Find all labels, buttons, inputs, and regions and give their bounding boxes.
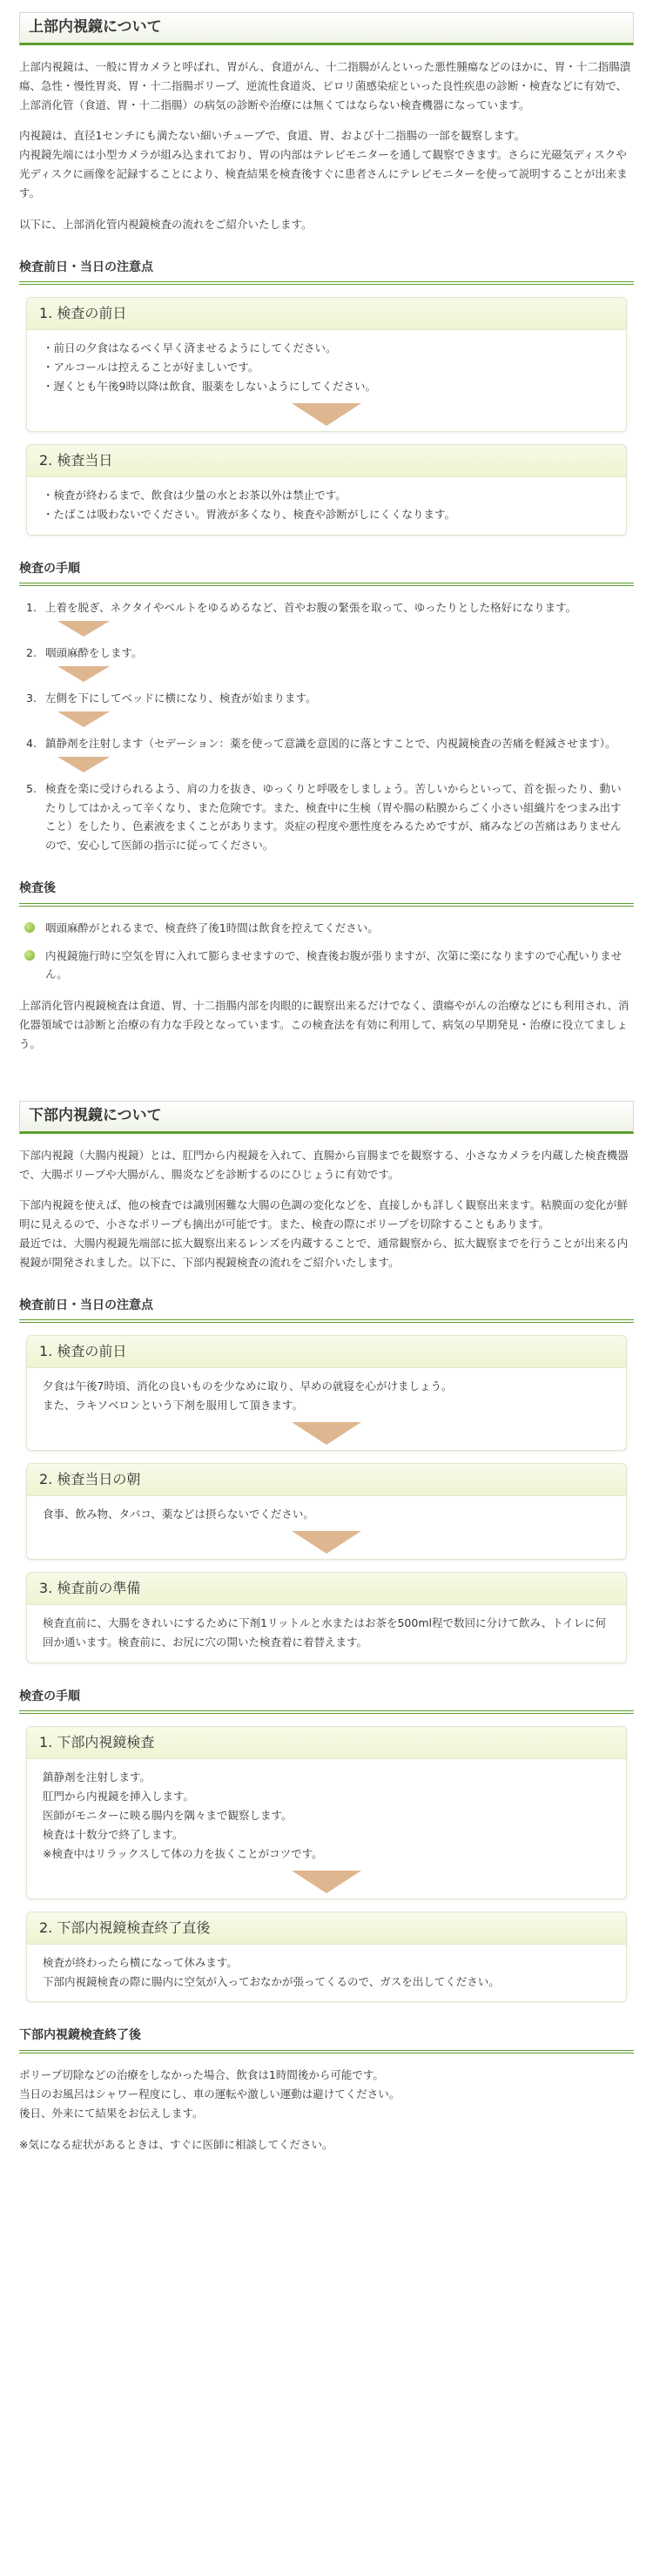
lower-notes-title: 検査前日・当日の注意点 — [19, 1295, 634, 1324]
lower-procedure-title: 検査の手順 — [19, 1686, 634, 1715]
procedure-step — [26, 734, 627, 753]
upper-box-day-before-line: ・アルコールは控えることが好ましいです。 — [43, 361, 259, 374]
step-number: 5. — [26, 781, 37, 795]
list-item — [24, 947, 629, 985]
lower-box-procedure-line: 医師がモニターに映る腸内を隅々まで観察します。 — [43, 1809, 293, 1822]
lower-box-procedure — [26, 1726, 627, 1898]
upper-after-list — [24, 919, 629, 985]
list-item-text: 内視鏡施行時に空気を胃に入れて膨らませますので、検査後お腹が張りますが、次第に楽になりますので心配いりません。 — [45, 948, 623, 981]
lower-box-prep — [26, 1572, 627, 1663]
down-arrow-icon — [57, 757, 110, 772]
lower-box-procedure-line: 検査は十数分で終了します。 — [43, 1827, 184, 1841]
footer-note: ※気になる症状があるときは、すぐに医師に相談してください。 — [19, 2137, 333, 2151]
lower-box-procedure-line: 肛門から内視鏡を挿入します。 — [43, 1790, 195, 1804]
down-arrow-icon — [292, 1871, 361, 1893]
step-number: 1. — [26, 601, 37, 615]
upper-closing: 上部消化管内視鏡検査は食道、胃、十二指腸内部を肉眼的に観察出来るだけでなく、潰瘍やがんの治療などにも利用され、消化器領域では診断と治療の有力な手段となっています。この検査法を有効に利用して、病気の早期発見・治療に役立てましょう。 — [19, 999, 629, 1050]
upper-box-day-before-line: ・前日の夕食はなるべく早く済ませるようにしてください。 — [43, 341, 337, 355]
lower-box-procedure-line: ※検査中はリラックスして体の力を抜くことがコツです。 — [43, 1846, 323, 1860]
upper-after-title: 検査後 — [19, 878, 634, 907]
lower-after-title: 下部内視鏡検査終了後 — [19, 2025, 634, 2053]
green-dot-icon — [24, 950, 35, 961]
lower-intro-3: 最近では、大腸内視鏡先端部に拡大観察出来るレンズを内蔵することで、通常観察から、拡大観察までを行うことが出来る内視鏡が開発されました。以下に、下部内視鏡検査の流れをご紹介いたします。 — [19, 1237, 629, 1269]
lower-box-prep-head: 3. 検査前の準備 — [27, 1573, 626, 1605]
lower-box-day-before-head: 1. 検査の前日 — [27, 1336, 626, 1368]
step-text: 左側を下にしてベッドに横になり、検査が始まります。 — [45, 691, 317, 705]
procedure-step — [26, 598, 627, 617]
step-text: 検査を楽に受けられるよう、肩の力を抜き、ゆっくりと呼吸をしましょう。苦しいからといって、首を振ったり、動いたりしてはかえって辛くなり、また危険です。また、検査中に生検（胃や腸の粘膜からごく小さい組織片をつまみ出すこと）をしたり、色素液をまくことがあります。炎症の程度や悪性度をみるためですが、痛みなどの苦痛はありませんので、安心して医師の指示に従ってください。 — [45, 781, 622, 853]
upper-procedure-title: 検査の手順 — [19, 558, 634, 587]
down-arrow-icon — [57, 666, 110, 682]
lower-box-day-before-line: 夕食は午後7時頃、消化の良いものを少なめに取り、早めの就寝を心がけましょう。 — [43, 1379, 453, 1393]
down-arrow-icon — [292, 1422, 361, 1445]
step-number: 4. — [26, 736, 37, 750]
upper-intro-4: 以下に、上部消化管内視鏡検査の流れをご紹介いたします。 — [19, 217, 313, 231]
step-number: 2. — [26, 646, 37, 659]
lower-after-line: 後日、外来にて結果をお伝えします。 — [19, 2106, 204, 2120]
lower-box-morning-head: 2. 検査当日の朝 — [27, 1464, 626, 1496]
down-arrow-icon — [292, 403, 361, 426]
lower-box-after-procedure-head: 2. 下部内視鏡検査終了直後 — [27, 1912, 626, 1945]
list-item — [24, 919, 629, 938]
upper-box-exam-day-line: ・たばこは吸わないでください。胃液が多くなり、検査や診断がしにくくなります。 — [43, 507, 456, 521]
lower-section-title: 下部内視鏡について — [19, 1101, 634, 1134]
lower-after-line: 当日のお風呂はシャワー程度にし、車の運転や激しい運動は避けてください。 — [19, 2087, 401, 2101]
upper-box-day-before-head: 1. 検査の前日 — [27, 298, 626, 330]
list-item-text: 咽頭麻酔がとれるまで、検査終了後1時間は飲食を控えてください。 — [45, 920, 379, 934]
lower-box-prep-line: 検査直前に、大腸をきれいにするために下剤1リットルと水またはお茶を500ml程で数回に分けて飲み、トイレに何回か通います。検査前に、お尻に穴の開いた検査着に着替えます。 — [43, 1616, 607, 1649]
lower-box-after-procedure-line: 検査が終わったら横になって休みます。 — [43, 1955, 238, 1969]
lower-intro-2: 下部内視鏡を使えば、他の検査では識別困難な大腸の色調の変化などを、直接しかも詳しく観察出来ます。粘膜面の変化が鮮明に見えるので、小さなポリープも摘出が可能です。また、検査の際にポリープを切除することもあります。 — [19, 1198, 629, 1231]
step-text: 上着を脱ぎ、ネクタイやベルトをゆるめるなど、首やお腹の緊張を取って、ゆったりとした格好になります。 — [45, 601, 577, 615]
lower-box-procedure-line: 鎮静剤を注射します。 — [43, 1770, 151, 1784]
lower-endoscopy-section — [19, 1101, 634, 2155]
down-arrow-icon — [292, 1531, 361, 1554]
upper-box-exam-day-head: 2. 検査当日 — [27, 445, 626, 477]
upper-intro-2: 内視鏡は、直径1センチにも満たない細いチューブで、食道、胃、および十二指腸の一部を観察します。 — [19, 129, 526, 143]
upper-box-exam-day-line: ・検査が終わるまで、飲食は少量の水とお茶以外は禁止です。 — [43, 488, 347, 502]
upper-intro-3: 内視鏡先端には小型カメラが組み込まれており、胃の内部はテレビモニターを通して観察できます。さらに光磁気ディスクや光ディスクに画像を記録することにより、検査結果を検査後すぐに患者さんにテレビモニターを使って説明することが出来ます。 — [19, 148, 628, 199]
procedure-step — [26, 779, 627, 856]
upper-box-day-before-line: ・遅くとも午後9時以降は飲食、服薬をしないようにしてください。 — [43, 380, 376, 393]
down-arrow-icon — [57, 711, 110, 727]
step-text: 咽頭麻酔をします。 — [45, 646, 143, 659]
green-dot-icon — [24, 922, 35, 933]
lower-box-day-before-line: また、ラキソベロンという下剤を服用して頂きます。 — [43, 1399, 304, 1413]
lower-box-after-procedure — [26, 1912, 627, 2003]
procedure-step — [26, 689, 627, 708]
upper-procedure-steps — [26, 598, 627, 855]
step-number: 3. — [26, 691, 37, 705]
procedure-step — [26, 644, 627, 663]
lower-after-line: ポリープ切除などの治療をしなかった場合、飲食は1時間後から可能です。 — [19, 2067, 384, 2081]
down-arrow-icon — [57, 621, 110, 637]
upper-endoscopy-section — [19, 12, 634, 1054]
lower-box-morning — [26, 1463, 627, 1560]
lower-box-morning-line: 食事、飲み物、タバコ、薬などは摂らないでください。 — [43, 1507, 314, 1521]
upper-intro-1: 上部内視鏡は、一般に胃カメラと呼ばれ、胃がん、食道がん、十二指腸がんといった悪性腫瘍などのほかに、胃・十二指腸潰瘍、急性・慢性胃炎、胃・十二指腸ポリープ、逆流性食道炎、ピロリ菌感染症といった良性疾患の診断・検査などに有効で、上部消化管（食道、胃・十二指腸）の病気の診断や治療には無くてはならない検査機器になっています。 — [19, 59, 631, 111]
upper-section-title: 上部内視鏡について — [19, 12, 634, 45]
lower-intro-1: 下部内視鏡（大腸内視鏡）とは、肛門から内視鏡を入れて、直腸から盲腸までを観察する、小さなカメラを内蔵した検査機器で、大腸ポリープや大腸がん、腸炎などを診断するのにひじょうに有効です。 — [19, 1148, 629, 1181]
upper-notes-title: 検査前日・当日の注意点 — [19, 257, 634, 286]
lower-box-procedure-head: 1. 下部内視鏡検査 — [27, 1727, 626, 1759]
lower-box-after-procedure-line: 下部内視鏡検査の際に腸内に空気が入っておなかが張ってくるので、ガスを出してください。 — [43, 1974, 500, 1988]
upper-box-day-before — [26, 297, 627, 432]
upper-box-exam-day — [26, 444, 627, 536]
step-text: 鎮静剤を注射します（セデーション：薬を使って意識を意図的に落とすことで、内視鏡検査の苦痛を軽減させます）。 — [45, 736, 616, 750]
lower-box-day-before — [26, 1335, 627, 1451]
